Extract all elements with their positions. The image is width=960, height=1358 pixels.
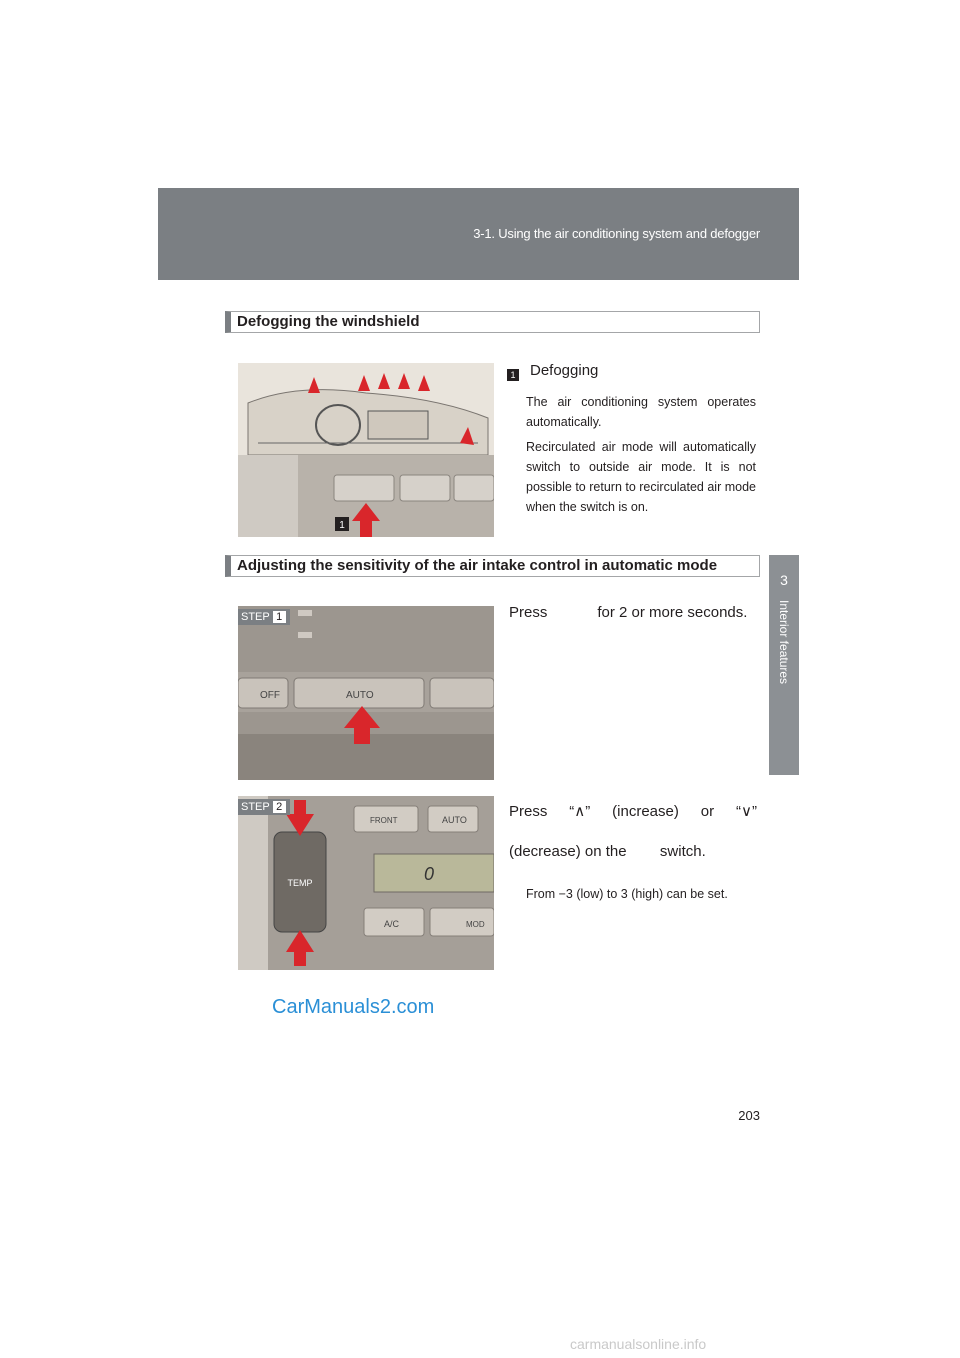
step1-number: 1 — [273, 611, 286, 623]
chapter-number: 3 — [780, 572, 788, 588]
step1-panel-illustration — [238, 606, 494, 780]
item-title: Defogging — [530, 362, 599, 379]
image-callout-1: 1 — [339, 520, 345, 531]
watermark-footer: carmanualsonline.info — [570, 1336, 707, 1352]
step2-label: STEP — [241, 801, 270, 813]
section-heading-defogging: Defogging the windshield — [225, 311, 760, 333]
defogging-paragraph-1: The air conditioning system operates automatically. — [526, 395, 756, 429]
step2-panel-illustration — [238, 796, 494, 970]
item-marker-1 — [507, 365, 519, 383]
panel-label-auto: AUTO — [346, 690, 374, 701]
chapter-title-wrap — [769, 600, 799, 760]
defogging-paragraph-2: Recirculated air mode will automatically switch to outside air mode. It is not possible to return to recirculated air mode when the switch is on. — [526, 440, 756, 514]
panel-display-value: 0 — [424, 864, 435, 884]
step2-note: From −3 (low) to 3 (high) can be set. — [526, 887, 728, 901]
section-header-title: 3-1. Using the air conditioning system and defogger — [473, 226, 760, 241]
item-number-badge: 1 — [507, 369, 519, 381]
chapter-title: Interior features — [777, 600, 791, 685]
panel-label-ac: A/C — [384, 919, 400, 929]
step1-label: STEP — [241, 611, 270, 623]
step2-number: 2 — [273, 801, 286, 813]
page-number: 203 — [738, 1108, 760, 1123]
watermark-logo[interactable]: CarManuals2.com — [272, 996, 435, 1018]
panel-label-front: FRONT — [370, 816, 398, 825]
panel-label-temp: TEMP — [287, 878, 313, 888]
panel-label-mode: MOD — [466, 920, 485, 929]
panel-label-auto-2: AUTO — [442, 815, 467, 825]
step2-badge — [238, 799, 290, 815]
step1-instruction: Press for 2 or more seconds. — [509, 604, 748, 621]
defogging-illustration — [238, 363, 494, 537]
step1-badge — [238, 609, 290, 625]
panel-label-off: OFF — [260, 690, 280, 701]
step2-instruction: Press “∧” (increase) or “∨” (decrease) on the switch. — [509, 803, 762, 860]
section-heading-air-intake: Adjusting the sensitivity of the air intake control in automatic mode — [225, 555, 760, 577]
